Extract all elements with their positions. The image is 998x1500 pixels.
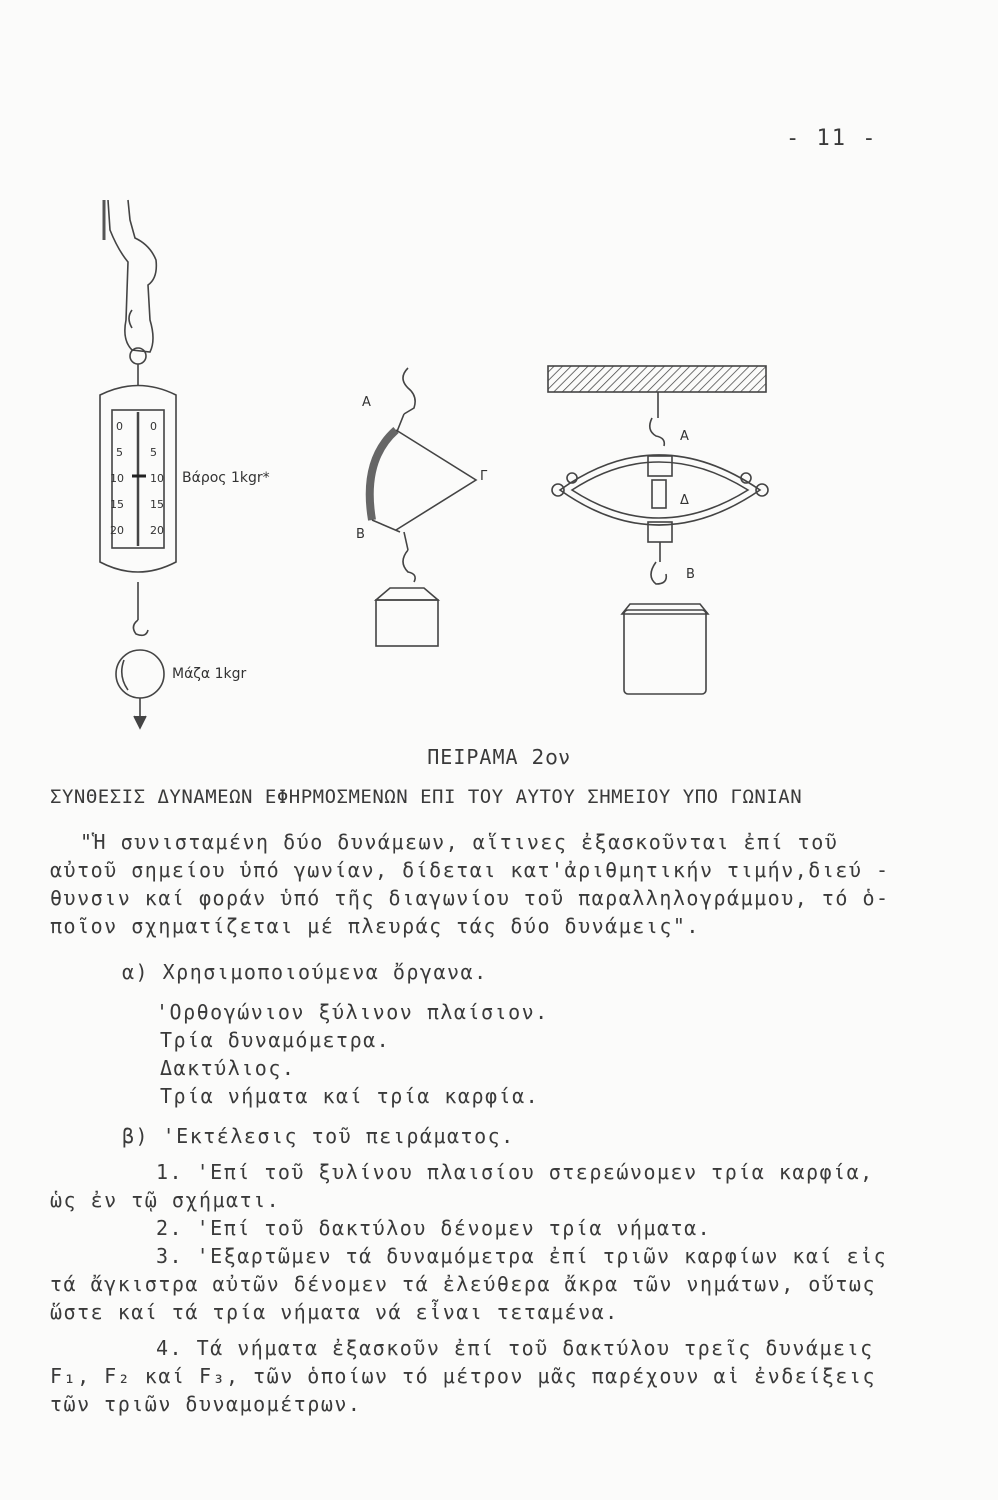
body-line: Τρία νήματα καί τρία καρφία. xyxy=(160,1084,540,1108)
body-line: θυνσιν καί φοράν ὑπό τῆς διαγωνίου τοῦ παραλληλογράμμου, τό ὁ- xyxy=(50,886,890,910)
body-line: "Ἡ συνισταμένη δύο δυνάμεων, αἵτινες ἐξασκοῦνται ἐπί τοῦ xyxy=(80,830,839,854)
body-line: Δακτύλιος. xyxy=(160,1056,296,1080)
hand-icon xyxy=(104,200,156,352)
tick-left-10: 10 xyxy=(110,472,124,485)
scale-label: Βάρος 1kgr* xyxy=(182,470,270,486)
body-line: ὡς ἐν τῷ σχήματι. xyxy=(50,1188,281,1212)
body-line: ποῖον σχηματίζεται μέ πλευράς τάς δύο δυνάμεις". xyxy=(50,914,700,938)
body-line: α) Χρησιμοποιούμενα ὄργανα. xyxy=(122,960,488,984)
ring-dynamometer-icon xyxy=(548,366,768,694)
point-d-right: Δ xyxy=(680,493,689,508)
tick-right-10: 10 xyxy=(150,472,164,485)
mass-label: Μάζα 1kgr xyxy=(172,666,247,682)
tick-left-15: 15 xyxy=(110,498,124,511)
title-number: 2ον xyxy=(531,745,571,769)
body-line: τῶν τριῶν δυναμομέτρων. xyxy=(50,1392,362,1416)
tick-right-5: 5 xyxy=(150,446,157,459)
tick-left-20: 20 xyxy=(110,524,124,537)
point-b-right: Β xyxy=(686,567,695,582)
figure-illustrations xyxy=(0,190,998,740)
body-line: αὐτοῦ σημείου ὑπό γωνίαν, δίδεται κατ'ἀριθμητικήν τιμήν,διεύ - xyxy=(50,858,890,882)
tick-left-5: 5 xyxy=(116,446,123,459)
body-line: 4. Τά νήματα ἐξασκοῦν ἐπί τοῦ δακτύλου τρεῖς δυνάμεις xyxy=(156,1336,874,1360)
tick-right-20: 20 xyxy=(150,524,164,537)
tick-right-0: 0 xyxy=(150,420,157,433)
point-g-mid: Γ xyxy=(480,469,488,484)
point-b-mid: Β xyxy=(356,527,365,542)
body-line: 3. 'Εξαρτῶμεν τά δυναμόμετρα ἐπί τριῶν καρφίων καί εἰς xyxy=(156,1244,888,1268)
mass-ball-icon xyxy=(116,650,164,698)
tick-right-15: 15 xyxy=(150,498,164,511)
large-weight-icon xyxy=(624,610,706,694)
body-line: 2. 'Επί τοῦ δακτύλου δένομεν τρία νήματα. xyxy=(156,1216,712,1240)
body-line: β) 'Εκτέλεσις τοῦ πειράματος. xyxy=(122,1124,515,1148)
point-a-right: Α xyxy=(680,429,689,444)
experiment-title xyxy=(0,745,998,769)
weight-block-icon xyxy=(376,600,438,646)
body-line: ὥστε καί τά τρία νήματα νά εἶναι τεταμένα. xyxy=(50,1300,619,1324)
point-a-mid: Α xyxy=(362,395,371,410)
angular-dynamometer-icon xyxy=(370,368,476,646)
section-heading: ΣΥΝΘΕΣΙΣ ΔΥΝΑΜΕΩΝ ΕΦΗΡΜΟΣΜΕΝΩΝ ΕΠΙ ΤΟΥ ΑΥΤΟΥ ΣΗΜΕΙΟΥ ΥΠΟ ΓΩΝΙΑΝ xyxy=(50,786,803,808)
body-line: Τρία δυναμόμετρα. xyxy=(160,1028,391,1052)
title-main: ΠΕΙΡΑΜΑ xyxy=(427,745,519,769)
tick-left-0: 0 xyxy=(116,420,123,433)
body-line: 'Ορθογώνιον ξύλινον πλαίσιον. xyxy=(156,1000,549,1024)
page-number: - 11 - xyxy=(786,126,878,151)
body-line: 1. 'Επί τοῦ ξυλίνου πλαισίου στερεώνομεν τρία καρφία, xyxy=(156,1160,874,1184)
body-line: F₁, F₂ καί F₃, τῶν ὁποίων τό μέτρον μᾶς παρέχουν αἱ ἐνδείξεις xyxy=(50,1364,877,1388)
body-line: τά ἄγκιστρα αὐτῶν δένομεν τά ἐλεύθερα ἄκρα τῶν νημάτων, οὕτως xyxy=(50,1272,877,1296)
